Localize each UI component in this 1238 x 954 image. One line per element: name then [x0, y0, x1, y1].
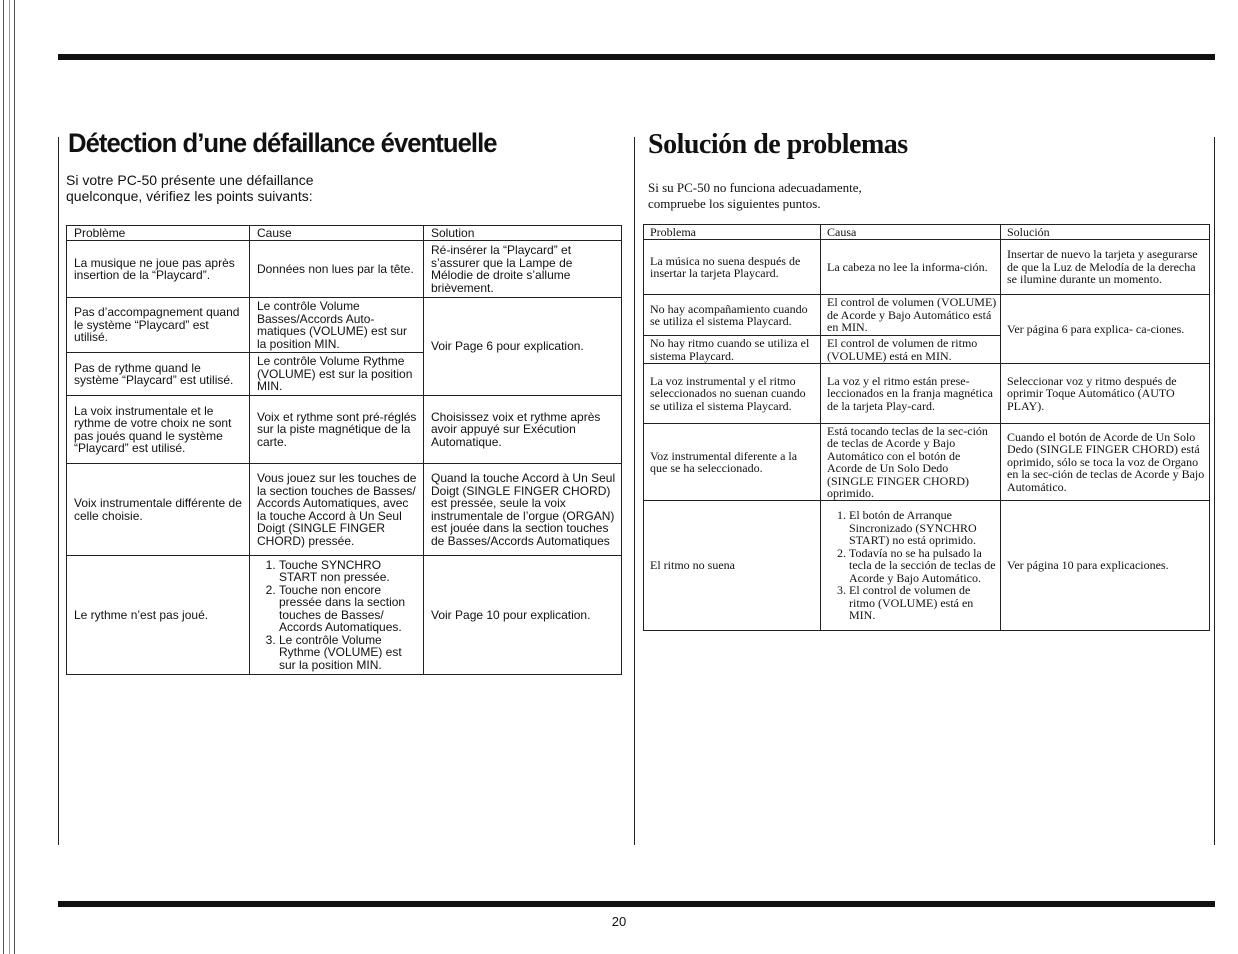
- cause-cell: Está tocando teclas de la sec-ción de teclas de Acorde y Bajo Automático con el botón de Acorde de Un Solo Dedo (SINGLE FINGER CHORD) oprimido.: [821, 424, 1001, 501]
- problem-cell: La voix instrumentale et le rythme de votre choix ne sont pas joués quand le système “Playcard” est utilisé.: [67, 396, 250, 464]
- cause-list: [827, 509, 997, 622]
- table-row: [67, 396, 622, 464]
- problem-cell: No hay ritmo cuando se utiliza el sistema Playcard.: [644, 336, 821, 364]
- spanish-title: Solución de problemas: [648, 129, 908, 160]
- problem-cell: No hay acompañamiento cuando se utiliza el sistema Playcard.: [644, 295, 821, 336]
- table-row: [644, 295, 1210, 336]
- problem-cell: Pas de rythme quand le système “Playcard” est utilisé.: [67, 353, 250, 396]
- cause-list: [257, 559, 418, 672]
- table-row: [67, 556, 622, 675]
- solution-cell: Voir Page 10 pour explication.: [424, 556, 622, 675]
- bottom-rule: [58, 901, 1215, 907]
- list-item: 3. Le contrôle Volume Rythme (VOLUME) est sur la position MIN.: [279, 634, 418, 672]
- cause-cell: El control de volumen (VOLUME) de Acorde y Bajo Automático está en MIN.: [821, 295, 1001, 336]
- list-item: 1. El botón de Arranque Sincronizado (SYNCHRO START) no está oprimido.: [849, 509, 997, 547]
- list-item: 2. Touche non encore pressée dans la section touches de Basses/ Accords Automatiques.: [279, 584, 418, 634]
- solution-cell: Choisissez voix et rythme après avoir appuyé sur Exécution Automatique.: [424, 396, 622, 464]
- solution-cell: Seleccionar voz y ritmo después de oprimir Toque Automático (AUTO PLAY).: [1001, 364, 1210, 424]
- table-header-row: [644, 225, 1210, 240]
- scan-edge-line: [14, 0, 15, 954]
- problem-cell: Voix instrumentale différente de celle choisie.: [67, 464, 250, 556]
- problem-cell: La música no suena después de insertar la tarjeta Playcard.: [644, 240, 821, 295]
- solution-cell: Insertar de nuevo la tarjeta y asegurarse de que la Luz de Melodía de la derecha se ilumine durante un momento.: [1001, 240, 1210, 295]
- spanish-troubleshooting-table: [643, 224, 1210, 631]
- scan-edge-line: [3, 0, 4, 954]
- cause-cell: [821, 501, 1001, 631]
- spanish-intro: Si su PC-50 no funciona adecuadamente, compruebe los siguientes puntos.: [648, 180, 862, 211]
- solution-cell: Ré-insérer la “Playcard” et s’assurer que la Lampe de Mélodie de droite s’allume brièvement.: [424, 241, 622, 298]
- table-row: [67, 464, 622, 556]
- table-row: [644, 364, 1210, 424]
- cause-cell: La cabeza no lee la informa-ción.: [821, 240, 1001, 295]
- page-number: 20: [611, 914, 627, 929]
- header-problem: Problème: [67, 226, 250, 241]
- header-solution: Solución: [1001, 225, 1210, 240]
- table-row: [67, 241, 622, 298]
- french-troubleshooting-table: [66, 225, 622, 675]
- list-item: 3. El control de volumen de ritmo (VOLUME) está en MIN.: [849, 584, 997, 622]
- table-row: [644, 501, 1210, 631]
- problem-cell: La voz instrumental y el ritmo seleccionados no suenan cuando se utiliza el sistema Playcard.: [644, 364, 821, 424]
- scan-edge-line: [9, 0, 10, 954]
- right-margin-line: [1214, 137, 1215, 845]
- french-intro: Si votre PC-50 présente une défaillance quelconque, vérifiez les points suivants:: [66, 172, 314, 204]
- left-margin-line: [58, 137, 59, 845]
- cause-cell: El control de volumen de ritmo (VOLUME) está en MIN.: [821, 336, 1001, 364]
- list-item: 1. Touche SYNCHRO START non pressée.: [279, 559, 418, 584]
- top-rule: [58, 54, 1215, 60]
- table-row: [644, 424, 1210, 501]
- list-item: 2. Todavía no se ha pulsado la tecla de la sección de teclas de Acorde y Bajo Automático.: [849, 547, 997, 585]
- header-problem: Problema: [644, 225, 821, 240]
- header-solution: Solution: [424, 226, 622, 241]
- problem-cell: Voz instrumental diferente a la que se ha seleccionado.: [644, 424, 821, 501]
- table-row: [67, 298, 622, 353]
- solution-cell: Voir Page 6 pour explication.: [424, 298, 622, 396]
- french-title: Détection d’une défaillance éventuelle: [68, 128, 497, 158]
- solution-cell: Ver página 10 para explicaciones.: [1001, 501, 1210, 631]
- solution-cell: Cuando el botón de Acorde de Un Solo Dedo (SINGLE FINGER CHORD) está oprimido, sólo se toca la voz de Organo en la sec-ción de teclas de Acorde y Bajo Automático.: [1001, 424, 1210, 501]
- cause-cell: La voz y el ritmo están prese-leccionados en la franja magnética de la tarjeta Play-card.: [821, 364, 1001, 424]
- problem-cell: La musique ne joue pas après insertion de la “Playcard”.: [67, 241, 250, 298]
- cause-cell: Le contrôle Volume Rythme (VOLUME) est sur la position MIN.: [250, 353, 424, 396]
- column-divider: [634, 137, 635, 845]
- problem-cell: Pas d’accompagnement quand le système “Playcard” est utilisé.: [67, 298, 250, 353]
- problem-cell: Le rythme n’est pas joué.: [67, 556, 250, 675]
- table-row: [644, 240, 1210, 295]
- header-cause: Cause: [250, 226, 424, 241]
- table-header-row: [67, 226, 622, 241]
- solution-cell: Quand la touche Accord à Un Seul Doigt (SINGLE FINGER CHORD) est pressée, seule la voix instrumentale de l’orgue (ORGAN) est jouée dans la section touches de Basses/Accords Automatiques: [424, 464, 622, 556]
- cause-cell: Le contrôle Volume Basses/Accords Auto-matiques (VOLUME) est sur la position MIN.: [250, 298, 424, 353]
- problem-cell: El ritmo no suena: [644, 501, 821, 631]
- header-cause: Causa: [821, 225, 1001, 240]
- cause-cell: Vous jouez sur les touches de la section touches de Basses/ Accords Automatiques, avec la touche Accord à Un Seul Doigt (SINGLE FINGER CHORD) pressée.: [250, 464, 424, 556]
- cause-cell: [250, 556, 424, 675]
- cause-cell: Voix et rythme sont pré-réglés sur la piste magnétique de la carte.: [250, 396, 424, 464]
- solution-cell: Ver página 6 para explica- ca-ciones.: [1001, 295, 1210, 364]
- cause-cell: Données non lues par la tête.: [250, 241, 424, 298]
